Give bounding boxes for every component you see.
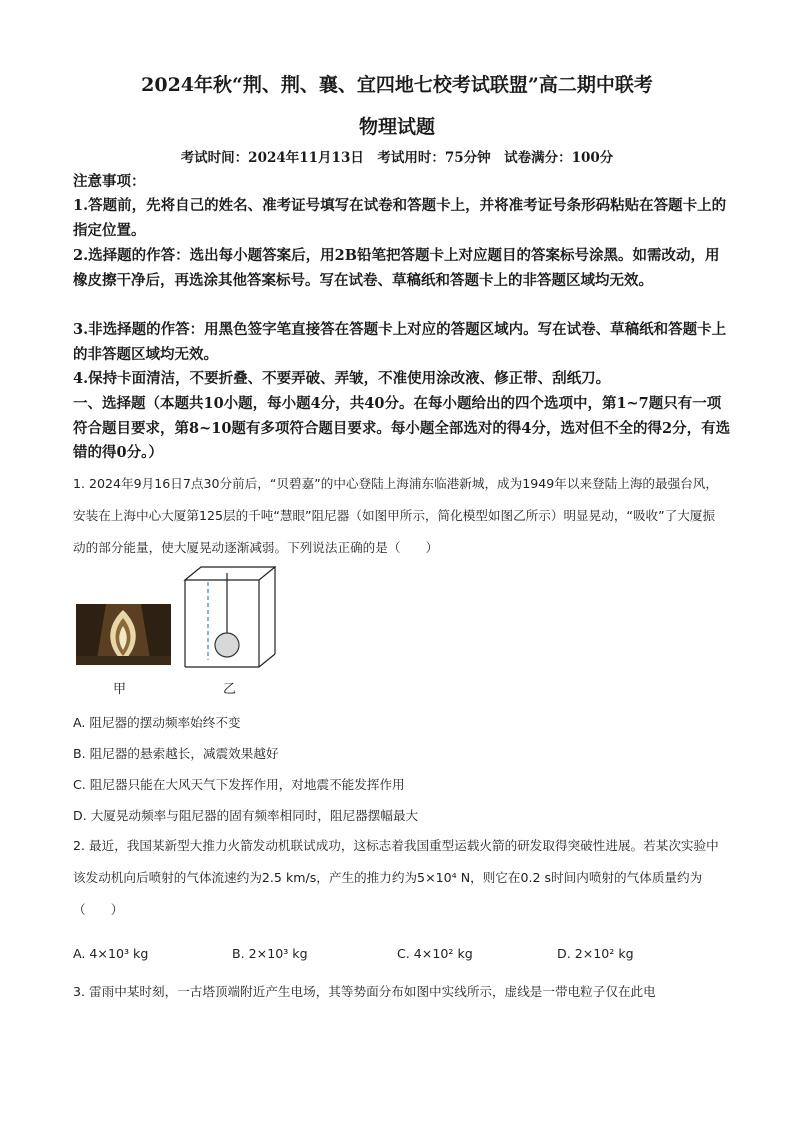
exam-title: 2024年秋“荆、荆、襄、宜四地七校考试联盟”高二期中联考 — [141, 74, 653, 96]
exam-meta: 考试时间：2024年11月13日 考试用时：75分钟 试卷满分：100分 — [180, 150, 614, 166]
figure-b-label: 乙 — [223, 682, 237, 697]
question-2-option-c: C. 4×10² kg — [397, 946, 473, 961]
notice-heading: 注意事项： — [73, 173, 146, 190]
notice-item-2: 2.选择题的作答：选出每小题答案后，用2B铅笔把答题卡上对应题目的答案标号涂黑。如需改动，用橡皮擦干净后，再选涂其他答案标号。写在试卷、草稿纸和答题卡上的非答题区域均无效。 — [73, 247, 720, 289]
question-1-option-a: A. 阻尼器的摆动频率始终不变 — [73, 715, 241, 730]
question-2-option-a: A. 4×10³ kg — [73, 946, 149, 961]
question-1-stem: 1. 2024年9月16日7点30分前后，“贝碧嘉”的中心登陆上海浦东临港新城，成为1949年以来登陆上海的最强台风，安装在上海中心大厦第125层的千吨“慧眼”阻尼器（如图甲所示，简化模型如图乙所示）明显晃动，“吸收”了大厦振动的部分能量，使大厦晃动逐渐减弱。下列说法正确的是（ ） — [73, 476, 718, 555]
figure-a-label: 甲 — [113, 682, 127, 697]
notice-item-3: 3.非选择题的作答：用黑色签字笔直接答在答题卡上对应的答题区域内。写在试卷、草稿纸和答题卡上的非答题区域均无效。 — [73, 321, 727, 363]
exam-subject: 物理试题 — [358, 116, 435, 138]
question-1-option-d: D. 大厦晃动频率与阻尼器的固有频率相同时，阻尼器摆幅最大 — [73, 808, 419, 823]
section-heading: 一、选择题（本题共10小题，每小题4分，共40分。在每小题给出的四个选项中，第1~7题只有一项符合题目要求，第8~10题有多项符合题目要求。每小题全部选对的得4分，选对但不全的得2分，有选错的得0分。） — [73, 395, 731, 462]
notice-item-1: 1.答题前，先将自己的姓名、准考证号填写在试卷和答题卡上，并将准考证号条形码粘贴在答题卡上的指定位置。 — [73, 197, 727, 239]
question-2-stem: 2. 最近，我国某新型大推力火箭发动机联试成功，这标志着我国重型运载火箭的研发取得突破性进展。若某次实验中该发动机向后喷射的气体流速约为2.5 km/s，产生的推力约为5×10⁴ N，则它在0.2 s时间内喷射的气体质量约为（ ） — [73, 838, 719, 917]
question-2-option-b: B. 2×10³ kg — [232, 946, 308, 961]
question-3-stem: 3. 雷雨中某时刻，一古塔顶端附近产生电场，其等势面分布如图中实线所示，虚线是一带电粒子仅在此电 — [73, 984, 656, 999]
question-1-option-c: C. 阻尼器只能在大风天气下发挥作用，对地震不能发挥作用 — [73, 777, 405, 792]
damper-photo — [76, 604, 171, 665]
pendulum-diagram — [183, 562, 283, 670]
question-2-option-d: D. 2×10² kg — [557, 946, 634, 961]
notice-item-4: 4.保持卡面清洁，不要折叠、不要弄破、弄皱，不准使用涂改液、修正带、刮纸刀。 — [73, 370, 611, 387]
question-1-option-b: B. 阻尼器的悬索越长，减震效果越好 — [73, 746, 279, 761]
